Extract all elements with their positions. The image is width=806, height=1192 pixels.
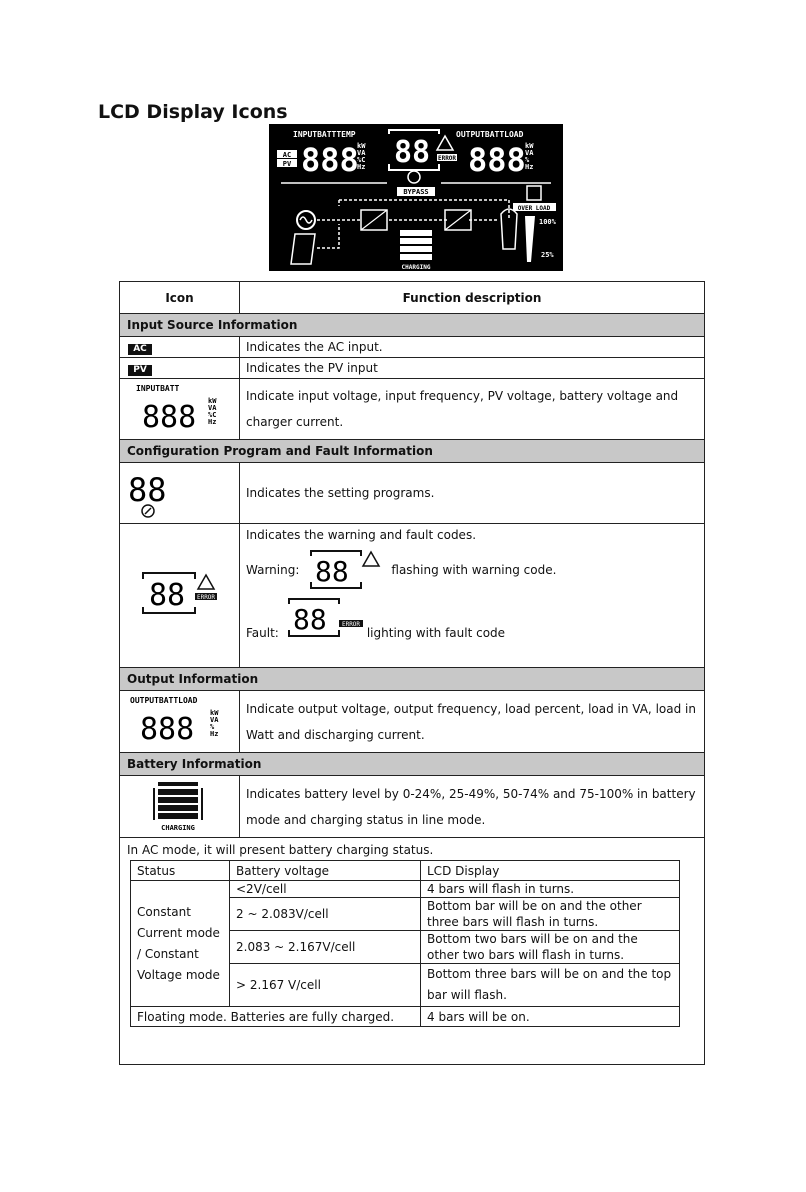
lcd-input-digits: 888 xyxy=(301,141,359,179)
lcd-ac-text: AC xyxy=(282,151,292,159)
fault-text: lighting with fault code xyxy=(366,626,506,640)
battery-icon-cell xyxy=(120,776,240,838)
pv-icon-cell xyxy=(120,358,240,379)
lcd-mute-icon xyxy=(527,186,541,200)
warning-label: Warning: xyxy=(246,563,300,577)
lcd-output-unit-hz: Hz xyxy=(525,163,534,171)
lcd-pct25: 25% xyxy=(541,251,554,259)
pv-icon: PV xyxy=(128,365,152,376)
display-1: 4 bars will flash in turns. xyxy=(421,881,680,898)
svg-text:%C: %C xyxy=(207,410,216,419)
inputbatt-icon-cell xyxy=(120,379,240,440)
svg-text:888: 888 xyxy=(139,712,194,747)
section-output: Output Information xyxy=(120,668,705,691)
fault-code-icon xyxy=(135,569,225,619)
svg-text:VA: VA xyxy=(209,716,218,724)
warning-text: flashing with warning code. xyxy=(391,563,557,577)
lcd-pv-text: PV xyxy=(282,160,292,168)
warning-triangle-icon xyxy=(363,552,379,566)
ac-icon: AC xyxy=(128,344,152,355)
output-label: OUTPUTBATTLOAD xyxy=(129,696,197,705)
sub-header-voltage: Battery voltage xyxy=(230,861,421,881)
lcd-solar-panel-icon xyxy=(291,234,315,264)
battery-charging-label: CHARGING xyxy=(160,824,195,832)
inputbatt-label: INPUTBATT xyxy=(135,383,179,393)
floating-status: Floating mode. Batteries are fully charged. xyxy=(131,1007,421,1027)
battery-icon xyxy=(140,778,220,832)
lcd-input-label: INPUTBATTTEMP xyxy=(293,130,356,139)
section-battery: Battery Information xyxy=(120,753,705,776)
svg-text:ERROR: ERROR xyxy=(341,621,360,628)
lcd-output-label: OUTPUTBATTLOAD xyxy=(456,130,524,139)
battery-description: Indicates battery level by 0-24%, 25-49%, 50-74% and 75-100% in battery mode and charging status in line mode. xyxy=(240,776,705,838)
warning-fault-intro: Indicates the warning and fault codes. xyxy=(246,528,477,542)
warning-icon xyxy=(198,575,214,589)
lcd-error-text: ERROR xyxy=(437,155,457,162)
icon-function-table xyxy=(119,281,705,1065)
mode-label: Constant Current mode / Constant Voltage mode xyxy=(131,881,230,1007)
program-description: Indicates the setting programs. xyxy=(240,463,705,524)
lcd-output-unit-pct: % xyxy=(525,156,530,164)
lcd-input-unit-pct: %C xyxy=(357,156,366,164)
output-description: Indicate output voltage, output frequency, load percent, load in VA, load in Watt and discharging current. xyxy=(240,691,705,753)
svg-text:88: 88 xyxy=(315,555,350,588)
lcd-overload-text: OVER LOAD xyxy=(517,205,551,212)
program-code-icon xyxy=(126,465,186,519)
battery-status-cell xyxy=(120,838,705,1065)
lcd-input-unit-va: VA xyxy=(357,149,366,157)
header-function: Function description xyxy=(240,282,705,314)
inputbatt-description: Indicate input voltage, input frequency, PV voltage, battery voltage and charger current. xyxy=(240,379,705,440)
voltage-2: 2 ~ 2.083V/cell xyxy=(230,898,421,931)
display-2: Bottom bar will be on and the other three bars will flash in turns. xyxy=(421,898,680,931)
lcd-input-unit-hz: Hz xyxy=(357,163,366,171)
header-icon: Icon xyxy=(120,282,240,314)
charging-status-table xyxy=(130,860,680,1027)
svg-text:%: % xyxy=(209,723,214,731)
svg-text:kW: kW xyxy=(209,709,218,717)
svg-text:88: 88 xyxy=(292,603,327,636)
section-input-source: Input Source Information xyxy=(120,314,705,337)
ac-description: Indicates the AC input. xyxy=(240,337,705,358)
svg-text:Hz: Hz xyxy=(209,730,218,738)
lcd-code-digits: 88 xyxy=(394,135,431,170)
sub-header-display: LCD Display xyxy=(421,861,680,881)
warning-inline-icon xyxy=(303,548,387,592)
svg-text:VA: VA xyxy=(207,403,216,412)
lcd-charging-text: CHARGING xyxy=(401,264,431,271)
svg-text:kW: kW xyxy=(207,396,216,405)
program-icon-cell xyxy=(120,463,240,524)
display-3: Bottom two bars will be on and the other two bars will flash in turns. xyxy=(421,931,680,964)
lcd-pct100: 100% xyxy=(539,218,556,226)
battery-intro: In AC mode, it will present battery charging status. xyxy=(127,843,434,857)
lcd-battery-icon xyxy=(400,230,432,260)
display-4: Bottom three bars will be on and the top bar will flash. xyxy=(421,964,680,1007)
voltage-4: > 2.167 V/cell xyxy=(230,964,421,1007)
lcd-load-bar xyxy=(525,216,535,262)
lcd-wrench-icon xyxy=(408,171,420,183)
lcd-display-panel xyxy=(269,124,563,271)
lcd-input-unit-kw: kW xyxy=(357,142,366,150)
pv-description: Indicates the PV input xyxy=(240,358,705,379)
fault-inline-icon xyxy=(281,596,365,640)
program-digits: 88 xyxy=(128,470,167,509)
output-display-icon xyxy=(128,693,232,747)
page-title: LCD Display Icons xyxy=(98,101,288,123)
floating-display: 4 bars will be on. xyxy=(421,1007,680,1027)
svg-text:88: 88 xyxy=(148,578,185,613)
output-icon-cell xyxy=(120,691,240,753)
inputbatt-digits: 888 xyxy=(141,399,196,435)
section-config-fault: Configuration Program and Fault Information xyxy=(120,440,705,463)
lcd-bypass-text: BYPASS xyxy=(403,188,429,196)
voltage-1: <2V/cell xyxy=(230,881,421,898)
svg-text:ERROR: ERROR xyxy=(196,594,215,601)
lcd-warning-icon xyxy=(437,136,453,150)
lcd-output-unit-va: VA xyxy=(525,149,534,157)
svg-text:Hz: Hz xyxy=(207,417,216,426)
lcd-output-digits: 888 xyxy=(468,141,526,179)
ac-icon-cell xyxy=(120,337,240,358)
fault-icon-cell xyxy=(120,524,240,668)
inputbatt-display-icon xyxy=(130,381,230,435)
fault-label: Fault: xyxy=(246,626,279,640)
warning-fault-description xyxy=(240,524,705,668)
voltage-3: 2.083 ~ 2.167V/cell xyxy=(230,931,421,964)
lcd-output-unit-kw: kW xyxy=(525,142,534,150)
sub-header-status: Status xyxy=(131,861,230,881)
